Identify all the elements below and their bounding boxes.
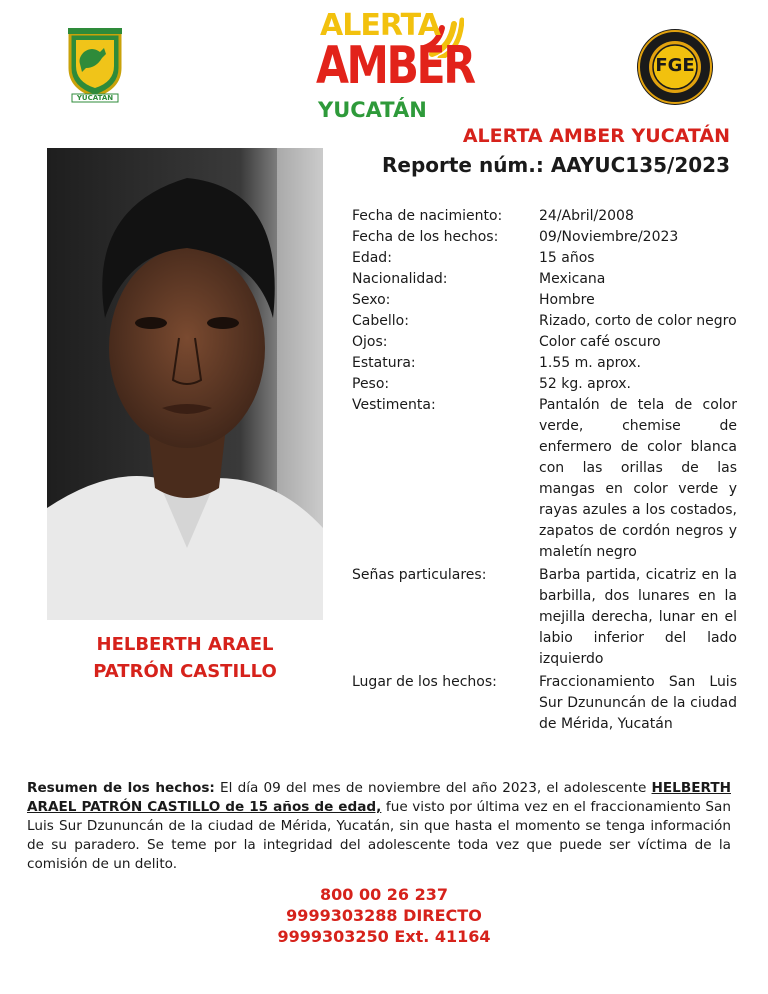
detail-label: Sexo: <box>352 292 391 308</box>
detail-value: Barba partida, cicatriz en la barbilla, dos lunares en la mejilla derecha, lunar en el labio inferior del lado izquierdo <box>539 567 737 667</box>
detail-label: Vestimenta: <box>352 397 436 413</box>
missing-person-photo <box>47 148 323 620</box>
logo-word-yucatan: YUCATÁN <box>318 98 427 122</box>
detail-label: Señas particulares: <box>352 567 487 583</box>
detail-value: Fraccionamiento San Luis Sur Dzununcán de la ciudad de Mérida, Yucatán <box>539 674 737 732</box>
detail-row-weight <box>352 374 737 395</box>
detail-value: 15 años <box>539 250 595 266</box>
person-name-line1: HELBERTH ARAEL <box>96 634 274 655</box>
detail-row-features <box>352 565 737 670</box>
detail-label: Fecha de los hechos: <box>352 229 499 245</box>
detail-label: Peso: <box>352 376 390 392</box>
person-details-table <box>352 206 737 735</box>
detail-value: 09/Noviembre/2023 <box>539 229 679 245</box>
logo-word-alerta: ALERTA <box>320 8 440 43</box>
detail-row-hair <box>352 311 737 332</box>
summary-lead: Resumen de los hechos: <box>27 780 215 796</box>
logo-word-amber: AMBER <box>316 36 474 96</box>
summary-text-2: fue visto por última vez en el fraccionamiento San Luis Sur Dzununcán de la ciudad de Mérida, Yucatán, sin que hasta el momento se tenga información de su paradero. Se teme por la integridad del adolescente toda vez que puede ser víctima de la comisión de un delito. <box>27 799 731 872</box>
detail-row-height <box>352 353 737 374</box>
detail-label: Nacionalidad: <box>352 271 448 287</box>
detail-label: Cabello: <box>352 313 409 329</box>
alert-title: ALERTA AMBER YUCATÁN <box>462 125 730 147</box>
detail-row-location <box>352 672 737 735</box>
yucatan-coat-of-arms-logo <box>66 28 124 104</box>
detail-row-nationality <box>352 269 737 290</box>
detail-value: Hombre <box>539 292 595 308</box>
fge-seal-text: FGE <box>655 55 695 76</box>
alerta-amber-logo <box>312 8 474 126</box>
detail-label: Lugar de los hechos: <box>352 674 497 690</box>
event-summary <box>27 779 731 874</box>
detail-label: Ojos: <box>352 334 388 350</box>
detail-label: Fecha de nacimiento: <box>352 208 503 224</box>
detail-value: Pantalón de tela de color verde, chemise de enfermero de color blanca con las orillas de las mangas en color verde y rayas azules a los costados, zapatos de cordón negros y maletín negro <box>539 397 737 560</box>
detail-value: 1.55 m. aprox. <box>539 355 641 371</box>
detail-label: Edad: <box>352 250 392 266</box>
detail-row-eyes <box>352 332 737 353</box>
detail-value: 52 kg. aprox. <box>539 376 631 392</box>
detail-value: Mexicana <box>539 271 606 287</box>
detail-value: Color café oscuro <box>539 334 661 350</box>
summary-person-name: HELBERTH ARAEL PATRÓN CASTILLO de 15 años de edad, <box>27 780 731 815</box>
yucatan-logo-text: YUCATÁN <box>76 94 114 102</box>
phone-number: 9999303288 DIRECTO <box>286 906 482 925</box>
fge-seal-logo <box>634 26 716 108</box>
detail-row-age <box>352 248 737 269</box>
detail-value: 24/Abril/2008 <box>539 208 634 224</box>
detail-row-sex <box>352 290 737 311</box>
detail-label: Estatura: <box>352 355 416 371</box>
summary-text-1: El día 09 del mes de noviembre del año 2023, el adolescente <box>214 780 652 796</box>
detail-row-event-date <box>352 227 737 248</box>
person-name-line2: PATRÓN CASTILLO <box>93 661 277 682</box>
contact-phones <box>0 884 768 947</box>
phone-number: 9999303250 Ext. 41164 <box>277 927 491 946</box>
report-number: Reporte núm.: AAYUC135/2023 <box>381 153 730 177</box>
detail-value: Rizado, corto de color negro <box>539 313 737 329</box>
detail-row-birthdate <box>352 206 737 227</box>
detail-row-clothing <box>352 395 737 563</box>
phone-number: 800 00 26 237 <box>319 885 449 904</box>
